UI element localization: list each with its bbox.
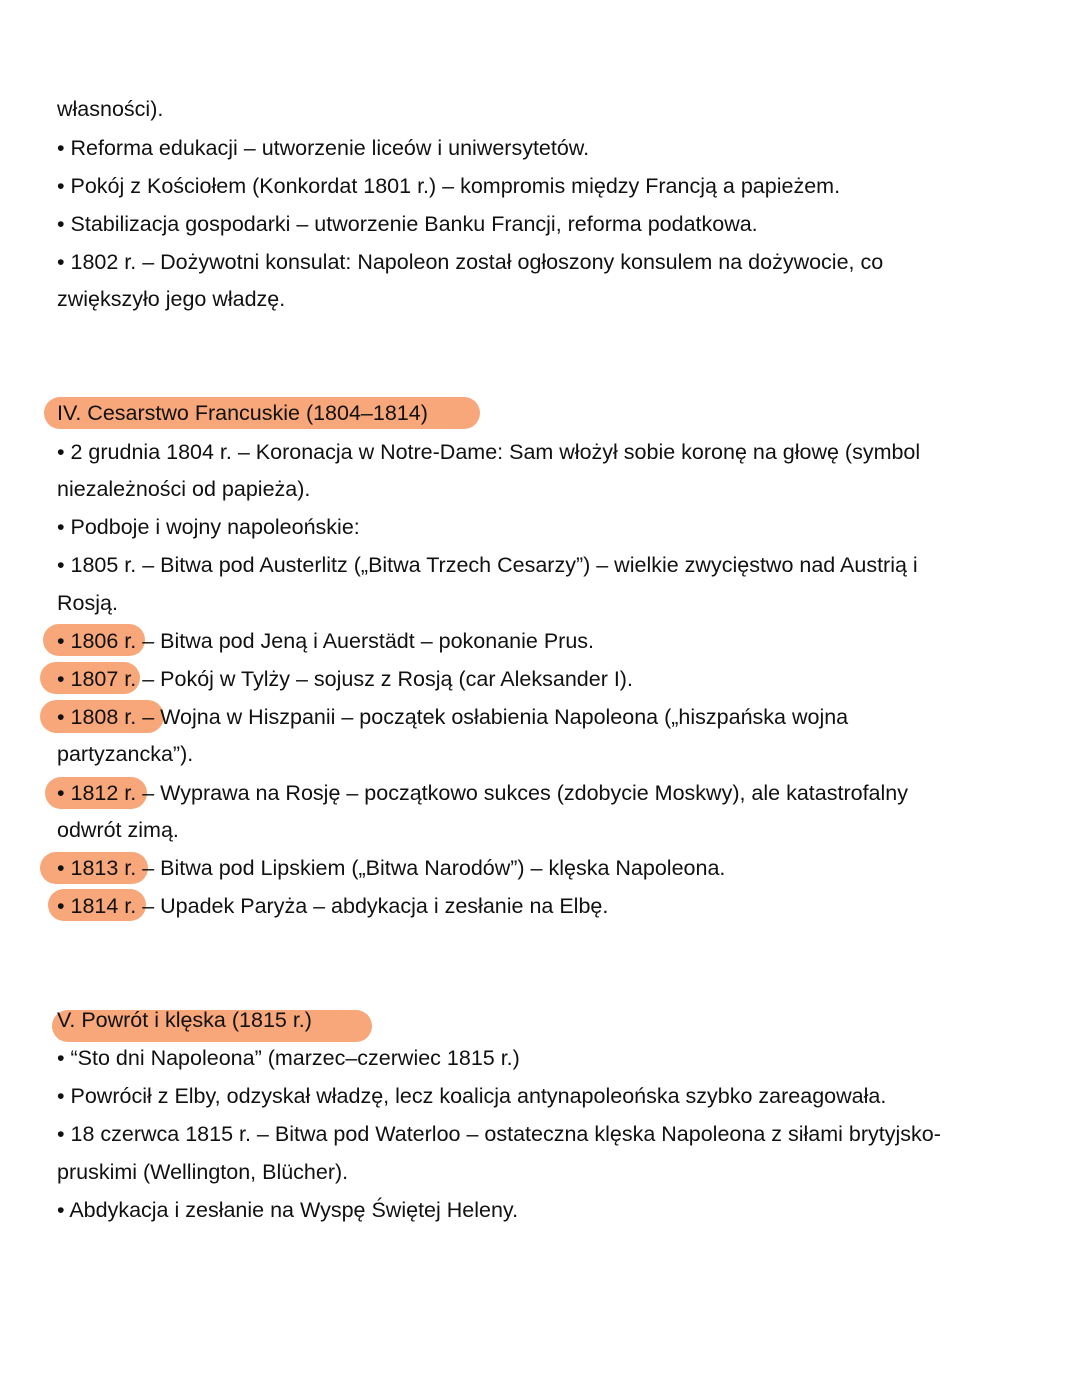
text-line: zwiększyło jego władzę. — [57, 287, 286, 311]
bullet-item: • “Sto dni Napoleona” (marzec–czerwiec 1815 r.) — [57, 1046, 520, 1070]
section-heading-iv: IV. Cesarstwo Francuskie (1804–1814) — [57, 401, 428, 425]
bullet-item: • 18 czerwca 1815 r. – Bitwa pod Waterloo – ostateczna klęska Napoleona z siłami brytyjsko- — [57, 1122, 941, 1146]
bullet-item: • Podboje i wojny napoleońskie: — [57, 515, 360, 539]
bullet-item: • 1805 r. – Bitwa pod Austerlitz („Bitwa Trzech Cesarzy”) – wielkie zwycięstwo nad Austrią i — [57, 553, 918, 577]
bullet-item: • 1807 r. – Pokój w Tylży – sojusz z Rosją (car Aleksander I). — [57, 667, 633, 691]
text-line: niezależności od papieża). — [57, 477, 311, 501]
text-line: własności). — [57, 97, 164, 121]
bullet-item: • 1808 r. – Wojna w Hiszpanii – początek osłabienia Napoleona („hiszpańska wojna — [57, 705, 849, 729]
bullet-item: • Pokój z Kościołem (Konkordat 1801 r.) – kompromis między Francją a papieżem. — [57, 174, 841, 198]
section-heading-v: V. Powrót i klęska (1815 r.) — [57, 1008, 312, 1032]
bullet-item: • Reforma edukacji – utworzenie liceów i uniwersytetów. — [57, 136, 590, 160]
text-line: pruskimi (Wellington, Blücher). — [57, 1160, 349, 1184]
text-line: odwrót zimą. — [57, 818, 179, 842]
bullet-item: • 2 grudnia 1804 r. – Koronacja w Notre-Dame: Sam włożył sobie koronę na głowę (symbol — [57, 440, 921, 464]
text-line: Rosją. — [57, 591, 118, 615]
bullet-item: • 1812 r. – Wyprawa na Rosję – początkowo sukces (zdobycie Moskwy), ale katastrofalny — [57, 781, 908, 805]
bullet-item: • Abdykacja i zesłanie na Wyspę Świętej Heleny. — [57, 1198, 519, 1222]
bullet-item: • Stabilizacja gospodarki – utworzenie Banku Francji, reforma podatkowa. — [57, 212, 758, 236]
bullet-item: • 1813 r. – Bitwa pod Lipskiem („Bitwa Narodów”) – klęska Napoleona. — [57, 856, 726, 880]
text-line: partyzancka”). — [57, 742, 194, 766]
bullet-item: • Powrócił z Elby, odzyskał władzę, lecz koalicja antynapoleońska szybko zareagowała. — [57, 1084, 887, 1108]
bullet-item: • 1806 r. – Bitwa pod Jeną i Auerstädt – pokonanie Prus. — [57, 629, 595, 653]
bullet-item: • 1802 r. – Dożywotni konsulat: Napoleon został ogłoszony konsulem na dożywocie, co — [57, 250, 884, 274]
bullet-item: • 1814 r. – Upadek Paryża – abdykacja i zesłanie na Elbę. — [57, 894, 609, 918]
